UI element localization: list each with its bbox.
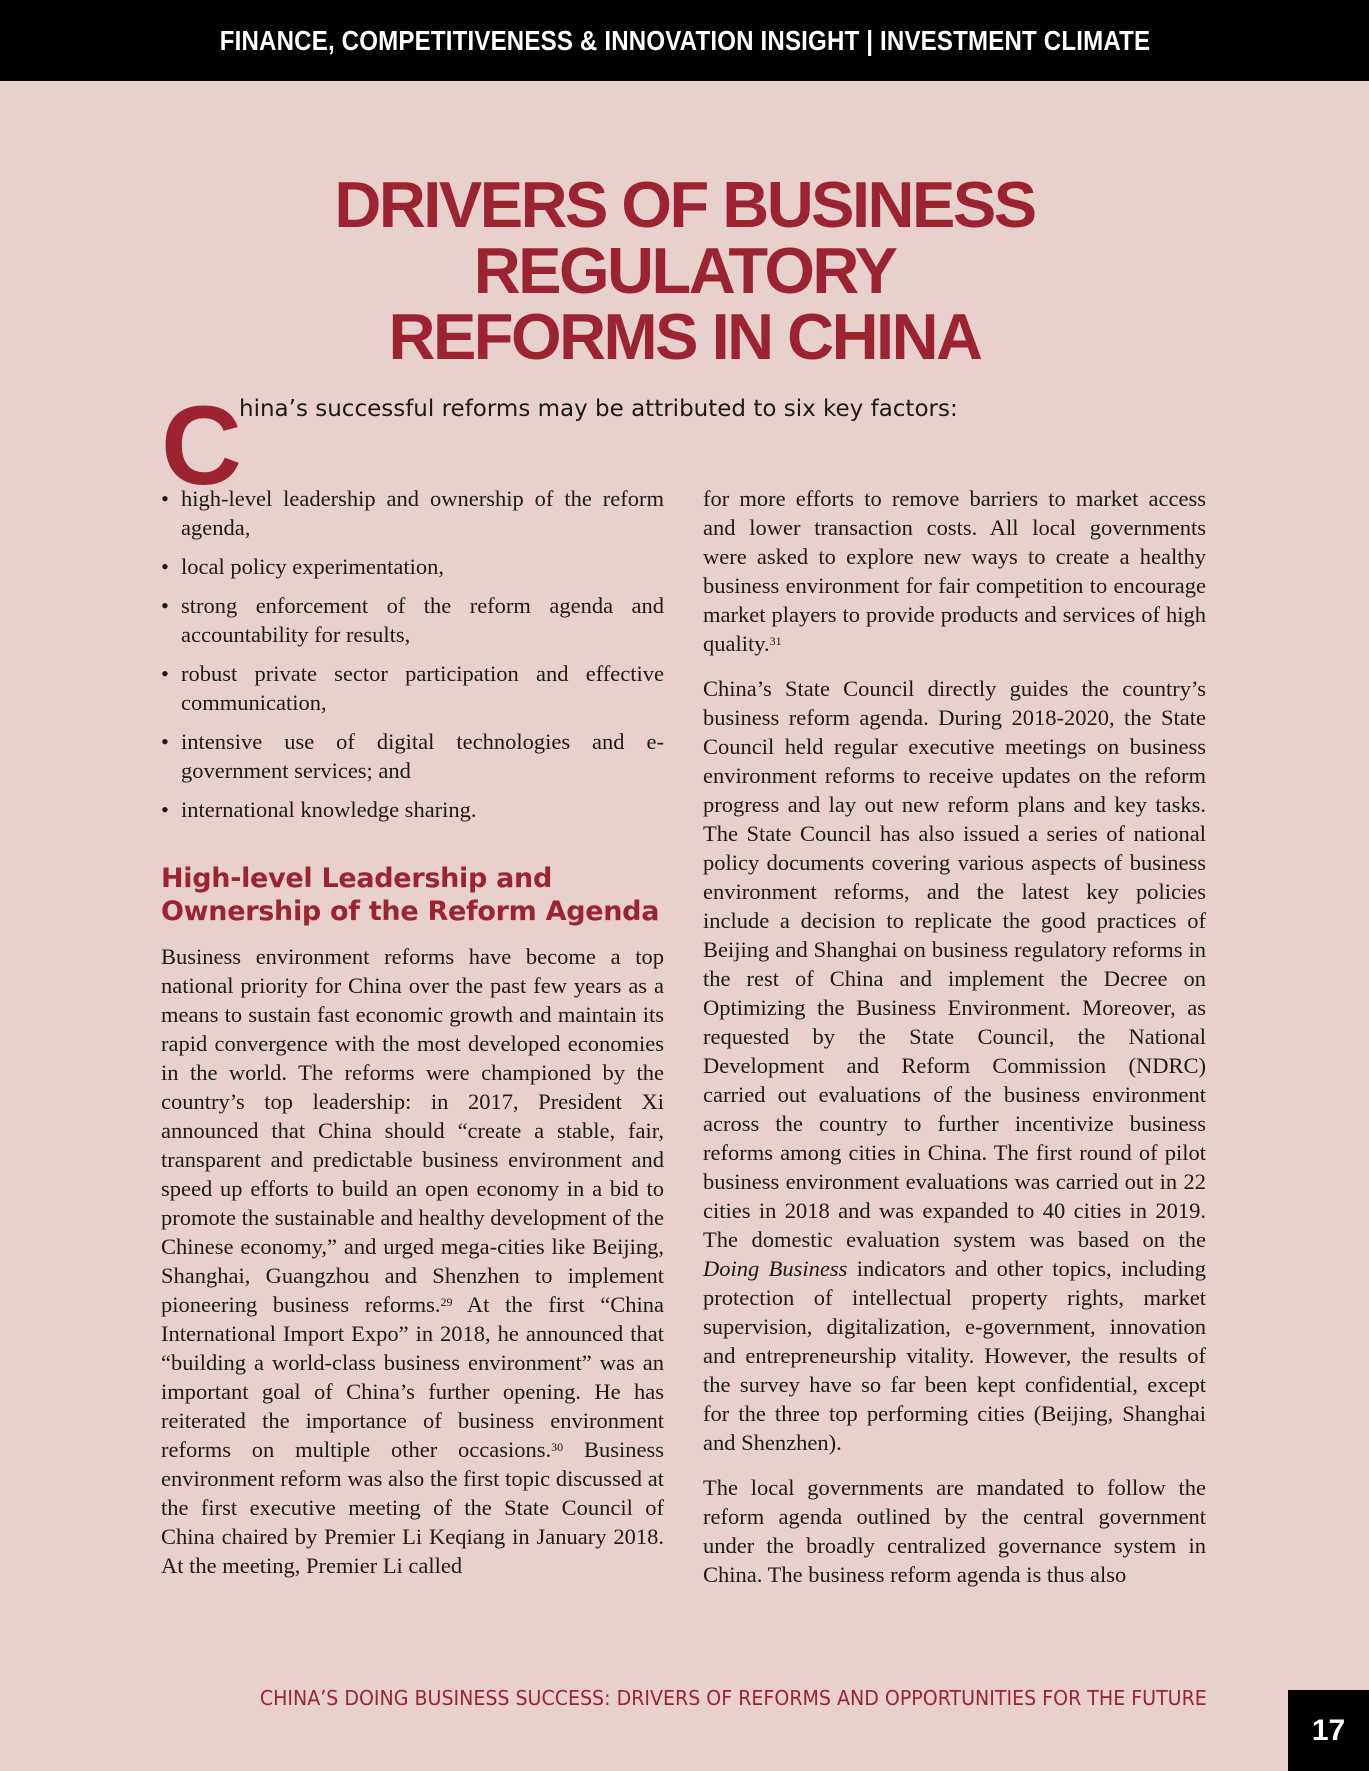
footnote-ref: 29 [440, 1295, 453, 1309]
paragraph-text: Business environment reforms have become a top national priority for China over the past few years as a means to sustain fast economic growth and maintain its rapid convergence with the most developed economies in the world. The reforms were championed by the country’s top leadership: in 2017, President Xi announced that China should “create a stable, fair, transparent and predictable business environment and speed up efforts to build an open economy in a bid to promote the sustainable and healthy development of the Chinese economy,” and urged mega-cities like Beijing, Shanghai, Guangzhou and Shenzhen to implement pioneering business reforms. [161, 944, 664, 1317]
paragraph-text: China’s State Council directly guides the country’s business reform agenda. During 2018-2020, the State Council held regular executive meetings on business environment reforms to receive updates on the reform progress and lay out new reform plans and key tasks. The State Council has also issued a series of national policy documents covering various aspects of business environment reforms, and the latest key policies include a decision to replicate the good practices of Beijing and Shanghai on business regulatory reforms in the rest of China and implement the Decree on Optimizing the Business Environment. Moreover, as requested by the State Council, the National Development and Reform Commission (NDRC) carried out evaluations of the business environment across the country to further incentivize business reforms among cities in China. The first round of pilot business environment evaluations was carried out in 22 cities in 2018 and was expanded to 40 cities in 2019. The domestic evaluation system was based on the [703, 676, 1206, 1252]
body-paragraph [703, 484, 1206, 658]
footnote-ref: 30 [551, 1440, 564, 1454]
list-item: • robust private sector participation and effective communication, [161, 659, 664, 717]
paragraph-text: indicators and other topics, including protection of intellectual property rights, market supervision, digitalization, e-government, innovation and entrepreneurship vitality. However, the results of the survey have so far been kept confidential, except for the three top performing cities (Beijing, Shanghai and Shenzhen). [703, 1256, 1207, 1455]
body-paragraph: The local governments are mandated to follow the reform agenda outlined by the central government under the broadly centralized governance system in China. The business reform agenda is thus also [703, 1475, 1206, 1587]
page-title [120, 168, 1249, 373]
page-title-line-2: REFORMS IN CHINA [388, 300, 981, 373]
intro-sentence: hina’s successful reforms may be attributed to six key factors: [239, 396, 958, 422]
footer-running-title: CHINA’S DOING BUSINESS SUCCESS: DRIVERS OF REFORMS AND OPPORTUNITIES FOR THE FUTURE [260, 1686, 1207, 1710]
paragraph-text: Business environment reform was also the first topic discussed at the first executive meeting of the State Council of China chaired by Premier Li Keqiang in January 2018. At the meeting, Premier Li called [161, 1437, 665, 1578]
header-banner-text: FINANCE, COMPETITIVENESS & INNOVATION INSIGHT | INVESTMENT CLIMATE [219, 24, 1150, 56]
page-title-line-1: DRIVERS OF BUSINESS REGULATORY [334, 168, 1035, 307]
footnote-ref: 31 [769, 634, 782, 648]
list-item: • international knowledge sharing. [161, 795, 664, 824]
body-paragraph [703, 674, 1206, 1457]
list-item: • high-level leadership and ownership of the reform agenda, [161, 484, 664, 542]
section-heading-line-2: Ownership of the Reform Agenda [161, 896, 660, 927]
paragraph-text: for more efforts to remove barriers to market access and lower transaction costs. All local governments were asked to explore new ways to create a healthy business environment for fair competition to encourage market players to provide products and services of high quality. [703, 486, 1206, 656]
section-heading-line-1: High-level Leadership and [161, 863, 552, 894]
list-item: • strong enforcement of the reform agenda and accountability for results, [161, 591, 664, 649]
list-item: • local policy experimentation, [161, 552, 664, 581]
header-banner [0, 0, 1369, 81]
section-heading [161, 862, 664, 928]
key-factors-list [161, 484, 664, 824]
page-number: 17 [1288, 1690, 1369, 1771]
body-paragraph [161, 942, 664, 1580]
drop-cap: C [161, 383, 242, 508]
right-column [703, 484, 1206, 1605]
paragraph-text: At the first “China International Import Expo” in 2018, he announced that “building a world-class business environment” was an important goal of China’s further opening. He has reiterated the importance of business environment reforms on multiple other occasions. [161, 1292, 664, 1462]
list-item: • intensive use of digital technologies and e-government services; and [161, 727, 664, 785]
italic-title: Doing Business [703, 1256, 848, 1281]
left-column [161, 484, 664, 1596]
